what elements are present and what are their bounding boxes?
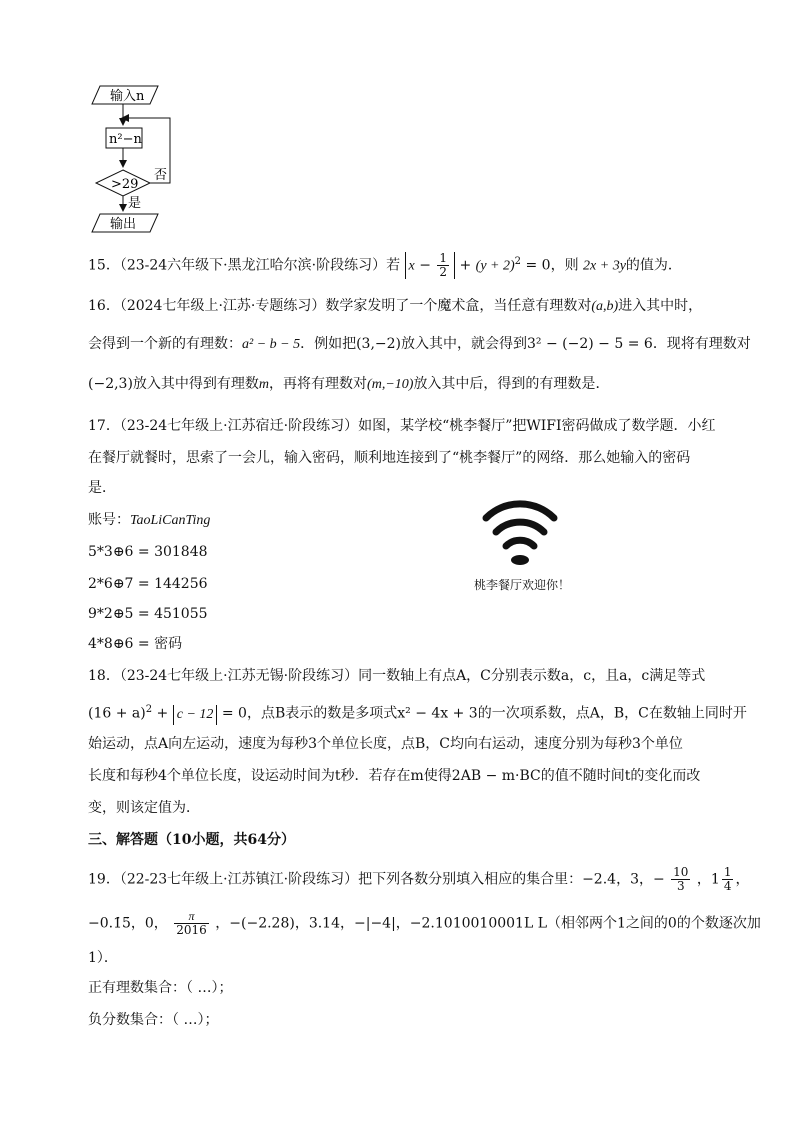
flowchart-condition-label: >29 bbox=[111, 177, 139, 192]
question-17-line-2: 在餐厅就餐时，思索了一会儿，输入密码，顺利地连接到了“桃李餐厅”的网络．那么她输入的密码 bbox=[88, 450, 691, 466]
flowchart-yes-label: 是 bbox=[128, 196, 142, 211]
flowchart-output-label: 输出 bbox=[110, 217, 137, 232]
q17-equation-2: 2*6⊕7 = 144256 bbox=[88, 576, 208, 592]
wifi-caption: 桃李餐厅欢迎你！ bbox=[474, 578, 571, 592]
question-17-line-1: 17．（23-24七年级上·江苏宿迁·阶段练习）如图，某学校“桃李餐厅”把WIFI密码做成了数学题．小红 bbox=[88, 418, 716, 434]
q17-equation-3: 9*2⊕5 = 451055 bbox=[88, 606, 208, 622]
question-18-line-4: 长度和每秒4个单位长度，设运动时间为t秒．若存在m使得2AB − m·BC的值不随时间t的变化而改 bbox=[88, 768, 701, 784]
question-18-line-3: 始运动，点A向左运动，速度为每秒3个单位长度，点B，C均向右运动，速度分别为每秒3个单位 bbox=[88, 736, 683, 752]
q15-abs-term: x − $\frac{1}{2}$ bbox=[405, 252, 456, 279]
negative-fraction-set: 负分数集合：（ …）； bbox=[88, 1012, 219, 1028]
question-16-line-3: (−2,3)放入其中得到有理数m，再将有理数对(m,−10)放入其中后，得到的有理数是． bbox=[88, 376, 610, 392]
q15-source: 15．（23-24六年级下·黑龙江哈尔滨·阶段练习）若 bbox=[88, 257, 401, 274]
q15-fraction: $\frac{1}{2}$ bbox=[439, 251, 448, 280]
q17-equation-4: 4*8⊕6 = 密码 bbox=[88, 636, 183, 652]
question-16-line-2: 会得到一个新的有理数：a² − b − 5．例如把(3,−2)放入其中，就会得到3² − (−2) − 5 = 6．现将有理数对 bbox=[88, 336, 751, 352]
question-19-line-3: 1）． bbox=[88, 950, 118, 966]
wifi-icon bbox=[480, 500, 560, 572]
section-3-heading: 三、解答题（10小题，共64分） bbox=[88, 832, 295, 848]
flowchart-no-label: 否 bbox=[154, 168, 168, 183]
question-19-line-2: −0.1̇5̇，0， $\frac{\pi}{2016}$ ，−(−2.28)，3.14，−|−4|，−2.1010010001L L（相邻两个1之间的0的个数逐次加 bbox=[88, 909, 761, 937]
question-15: 15．（23-24六年级下·黑龙江哈尔滨·阶段练习）若 x − $\frac{1}{2}$ + $(y + 2)^2 = 0$，则 2x + 3y的值为． bbox=[88, 251, 682, 280]
flowchart-input-label: 输入n bbox=[110, 89, 145, 104]
question-16-line-1: 16．（2024七年级上·江苏·专题练习）数学家发明了一个魔术盒，当任意有理数对(a,b)进入其中时， bbox=[88, 298, 703, 314]
question-17-line-3: 是． bbox=[88, 480, 116, 496]
question-19-line-1: 19．（22-23七年级上·江苏镇江·阶段练习）把下列各数分别填入相应的集合里：−2.4，3，− $\frac{10}{3}$ ，1 $\frac{1}{4}$ ， bbox=[88, 865, 750, 893]
q17-equation-1: 5*3⊕6 = 301848 bbox=[88, 544, 208, 560]
q17-account: 账号：TaoLiCanTing bbox=[88, 512, 211, 528]
question-18-line-2: $(16 + a)^2 + c - 12 = 0$，点B表示的数是多项式x² − 4x + 3的一次项系数，点A，B，C在数轴上同时开 bbox=[88, 700, 747, 725]
question-18-line-5: 变，则该定值为． bbox=[88, 800, 200, 816]
question-18-line-1: 18．（23-24七年级上·江苏无锡·阶段练习）同一数轴上有点A，C分别表示数a，c，且a，c满足等式 bbox=[88, 668, 706, 684]
flowchart bbox=[86, 80, 196, 240]
flowchart-process-label: n²−n bbox=[109, 132, 142, 147]
q15-expression: 2x + 3y bbox=[583, 258, 626, 274]
positive-rational-set: 正有理数集合：（ …）； bbox=[88, 980, 233, 996]
